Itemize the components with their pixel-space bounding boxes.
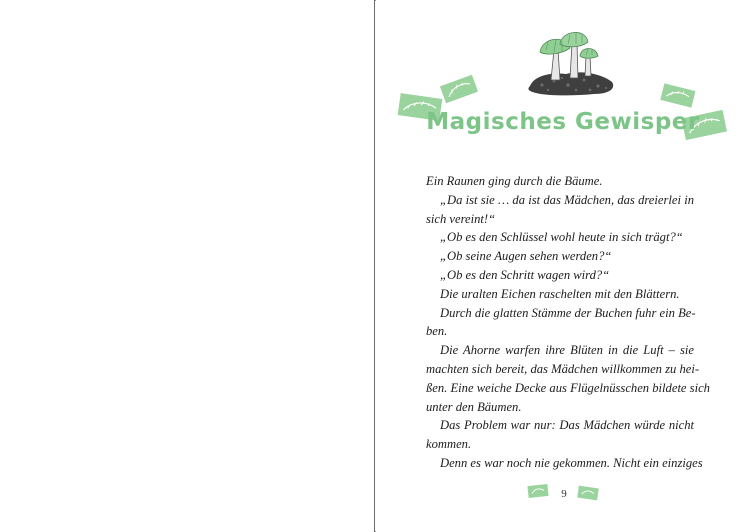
text-line: Denn es war noch nie gekommen. Nicht ein einziges: [440, 455, 703, 470]
text-line: „Da ist sie … da ist das Mädchen, das dreierlei in: [440, 192, 694, 207]
text-line: „Ob seine Augen sehen werden?“: [440, 249, 612, 264]
text-line: ßen. Eine weiche Decke aus Flügelnüsschen bildete sich: [426, 380, 710, 395]
text-line: machten sich bereit, das Mädchen willkommen zu hei-: [426, 361, 700, 376]
text-line: Die Ahorne warfen ihre Blüten in die Luft – sie: [440, 343, 694, 358]
text-line: Ein Raunen ging durch die Bäume.: [426, 174, 603, 188]
page-number: 9: [561, 488, 567, 500]
text-line: „Ob es den Schritt wagen wird?“: [440, 267, 610, 282]
text-line: unter den Bäumen.: [426, 399, 522, 414]
text-line: Das Problem war nur: Das Mädchen würde nicht: [440, 418, 694, 433]
text-line: kommen.: [426, 437, 472, 452]
text-line: Durch die glatten Stämme der Buchen fuhr ein Be-: [440, 305, 696, 320]
text-line: Die uralten Eichen raschelten mit den Blättern.: [440, 286, 680, 301]
mushroom-illustration: [524, 30, 620, 98]
chapter-title: Magisches Gewisper: [426, 109, 700, 135]
chapter-body-text: [426, 172, 710, 473]
text-line: ben.: [426, 324, 448, 339]
right-page: [376, 0, 750, 532]
footer-leaf-right: [576, 484, 600, 502]
leaf-badge-left-small: [438, 74, 480, 104]
text-line: sich vereint!“: [426, 211, 496, 226]
text-line: „Ob es den Schlüssel wohl heute in sich trägt?“: [440, 230, 683, 245]
footer-leaf-left: [526, 482, 550, 500]
